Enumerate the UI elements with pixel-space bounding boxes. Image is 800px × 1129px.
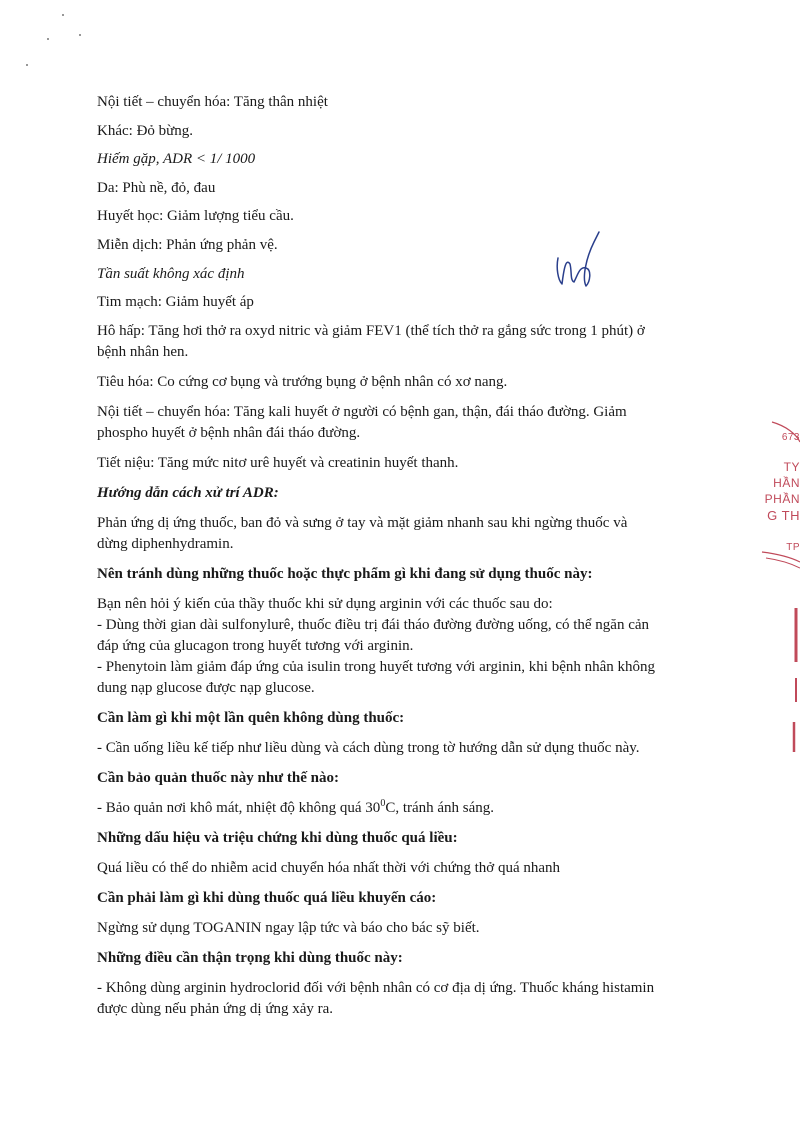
paragraph: Huyết học: Giảm lượng tiểu cầu. xyxy=(97,208,294,225)
paragraph: Quá liều có thể do nhiễm acid chuyển hóa nhất thời với chứng thở quá nhanh xyxy=(97,859,561,876)
text-line: - Dùng thời gian dài sulfonylurê, thuốc điều trị đái tháo đường đường uống, có thể ngăn cản xyxy=(97,616,650,633)
signature xyxy=(552,228,602,292)
section-heading: Cần làm gì khi một lần quên không dùng thuốc: xyxy=(97,709,405,726)
paragraph: Ngừng sử dụng TOGANIN ngay lập tức và báo cho bác sỹ biết. xyxy=(97,919,480,936)
paragraph xyxy=(97,798,701,819)
stamp-text: TY xyxy=(783,460,800,474)
text-line: Phản ứng dị ứng thuốc, ban đỏ và sưng ở tay và mặt giảm nhanh sau khi ngừng thuốc và xyxy=(97,514,628,531)
stamp-text: PHẦN xyxy=(764,492,800,506)
section-heading: Nên tránh dùng những thuốc hoặc thực phẩm gì khi đang sử dụng thuốc này: xyxy=(97,565,593,582)
section-heading: Cần phải làm gì khi dùng thuốc quá liều khuyến cáo: xyxy=(97,889,437,906)
stamp-text: TP xyxy=(786,542,800,553)
scan-speck xyxy=(79,34,81,36)
scan-speck xyxy=(47,38,49,40)
paragraph: Da: Phù nề, đỏ, đau xyxy=(97,179,216,196)
section-heading: Những dấu hiệu và triệu chứng khi dùng thuốc quá liều: xyxy=(97,829,458,846)
text-line: đáp ứng của glucagon trong huyết tương với arginin. xyxy=(97,637,414,654)
paragraph: - Cần uống liều kế tiếp như liều dùng và cách dùng trong tờ hướng dẫn sử dụng thuốc này. xyxy=(97,739,640,756)
stamp-text: G TH xyxy=(767,508,800,523)
subheading-rare: Hiếm gặp, ADR < 1/ 1000 xyxy=(97,151,256,168)
paragraph: Miễn dịch: Phản ứng phản vệ. xyxy=(97,236,278,253)
section-heading: Hướng dẫn cách xử trí ADR: xyxy=(97,484,279,501)
paragraph: Khác: Đỏ bừng. xyxy=(97,122,194,139)
text-line: dừng diphenhydramin. xyxy=(97,535,234,552)
subheading-unknown-frequency: Tần suất không xác định xyxy=(97,265,245,282)
text-run: C, tránh ánh sáng. xyxy=(385,799,495,816)
paragraph xyxy=(97,513,701,555)
stamp-text: HẦN xyxy=(773,476,800,490)
document-page xyxy=(97,92,701,1027)
section-heading: Cần bảo quản thuốc này như thế nào: xyxy=(97,769,339,786)
paragraph xyxy=(97,402,701,444)
section-heading: Những điều cần thận trọng khi dùng thuốc này: xyxy=(97,949,403,966)
text-line: - Không dùng arginin hydroclorid đối với bệnh nhân có cơ địa dị ứng. Thuốc kháng histamin xyxy=(97,979,655,996)
text-line: được dùng nếu phản ứng dị ứng xảy ra. xyxy=(97,1000,334,1017)
paragraph: Nội tiết – chuyển hóa: Tăng thân nhiệt xyxy=(97,94,328,110)
text-line: phospho huyết ở bệnh nhân đái tháo đường. xyxy=(97,424,361,441)
scan-speck xyxy=(26,64,28,66)
company-stamp xyxy=(752,412,800,772)
paragraph xyxy=(97,594,701,699)
text-line: - Phenytoin làm giảm đáp ứng của isulin trong huyết tương với arginin, khi bệnh nhân không xyxy=(97,658,656,675)
stamp-text: 673 xyxy=(781,432,800,443)
superscript: 0 xyxy=(380,797,386,809)
text-line: bệnh nhân hen. xyxy=(97,343,189,360)
text-line: Bạn nên hỏi ý kiến của thầy thuốc khi sử dụng arginin với các thuốc sau do: xyxy=(97,595,553,612)
paragraph xyxy=(97,321,701,363)
scan-speck xyxy=(62,14,64,16)
text-line: Hô hấp: Tăng hơi thở ra oxyd nitric và giảm FEV1 (thể tích thở ra gắng sức trong 1 phút) ở xyxy=(97,322,645,339)
text-line: Nội tiết – chuyển hóa: Tăng kali huyết ở người có bệnh gan, thận, đái tháo đường. Giảm xyxy=(97,403,627,420)
text-run: - Bảo quản nơi khô mát, nhiệt độ không quá 30 xyxy=(97,799,381,816)
paragraph: Tiêu hóa: Co cứng cơ bụng và trướng bụng ở bệnh nhân có xơ nang. xyxy=(97,373,508,390)
paragraph: Tiết niệu: Tăng mức nitơ urê huyết và creatinin huyết thanh. xyxy=(97,454,459,471)
paragraph xyxy=(97,978,701,1020)
text-line: dung nạp glucose được nạp glucose. xyxy=(97,679,315,696)
paragraph: Tim mạch: Giảm huyết áp xyxy=(97,294,254,311)
